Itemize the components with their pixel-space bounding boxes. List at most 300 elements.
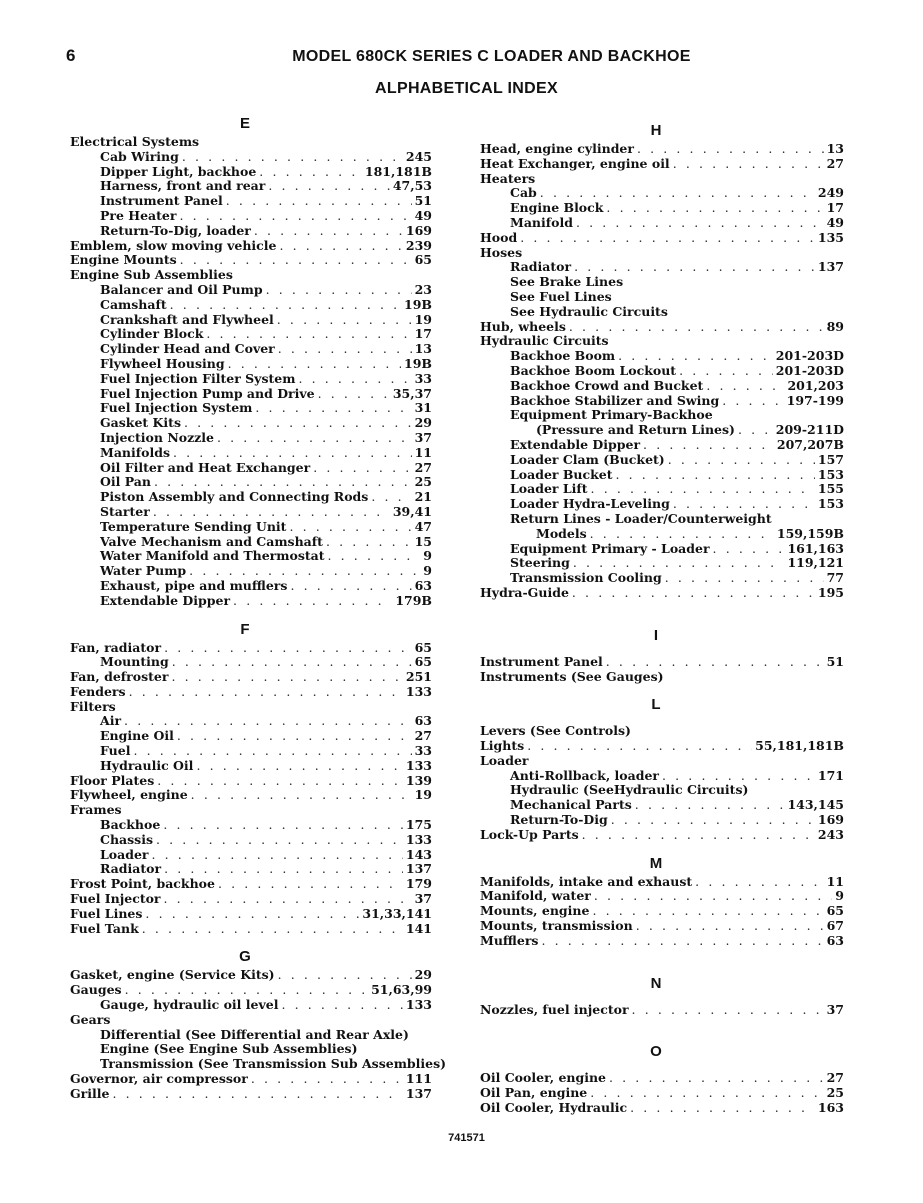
entry-label: Return Lines - Loader/Counterweight [510, 510, 772, 526]
section-spacer [468, 843, 844, 853]
dot-leader [590, 1086, 823, 1101]
entry-page-ref: 201,203 [787, 377, 844, 393]
entry-label: Backhoe Boom Lockout [510, 362, 677, 378]
index-entry [58, 1042, 432, 1057]
index-entry [58, 194, 432, 209]
entry-label: Frames [70, 802, 122, 818]
entry-label: Starter [100, 503, 150, 519]
entry-label: Gears [70, 1011, 111, 1027]
entry-page-ref: 19B [404, 296, 432, 312]
entry-label: Fuel [100, 743, 131, 759]
entry-page-ref: 195 [817, 584, 844, 600]
entry-label: Fuel Injection Pump and Drive [100, 385, 315, 401]
dot-leader [695, 875, 823, 890]
dot-leader [668, 453, 815, 468]
index-entry [58, 1072, 432, 1087]
index-entry [58, 416, 432, 431]
index-entry [468, 556, 844, 571]
index-entry [58, 224, 432, 239]
entry-page-ref: 197-199 [786, 392, 844, 408]
index-entry [468, 201, 844, 216]
index-entry [468, 754, 844, 769]
index-entry [468, 334, 844, 349]
dot-leader [184, 416, 412, 431]
dot-leader [189, 564, 420, 579]
entry-page-ref: 13 [826, 141, 844, 156]
entry-label: Crankshaft and Flywheel [100, 311, 274, 327]
index-entry [468, 512, 844, 527]
entry-page-ref: 27 [414, 728, 432, 744]
entry-label: Cylinder Head and Cover [100, 341, 275, 357]
entry-label: Oil Cooler, Hydraulic [480, 1100, 628, 1116]
index-entry [58, 549, 432, 564]
dot-leader [573, 556, 785, 571]
entry-label: Oil Pan, engine [480, 1085, 588, 1101]
index-entry [58, 239, 432, 254]
dot-leader [590, 527, 774, 542]
index-entry [468, 364, 844, 379]
entry-label: Engine (See Engine Sub Assemblies) [100, 1041, 358, 1057]
index-entry [58, 342, 432, 357]
index-entry [468, 186, 844, 201]
entry-label: Camshaft [100, 296, 167, 312]
dot-leader [582, 828, 815, 843]
section-spacer [468, 684, 844, 694]
index-entry [468, 527, 844, 542]
entry-page-ref: 25 [826, 1085, 844, 1101]
dot-leader [298, 372, 411, 387]
index-entry [58, 253, 432, 268]
dot-leader [606, 655, 824, 670]
index-entry [58, 818, 432, 833]
entry-page-ref: 161,163 [787, 540, 844, 556]
entry-label: Head, engine cylinder [480, 141, 634, 156]
dot-leader [637, 142, 824, 157]
dot-leader [196, 759, 402, 774]
entry-page-ref: 65 [414, 252, 432, 268]
entry-page-ref: 137 [405, 1085, 432, 1101]
entry-page-ref: 23 [414, 281, 432, 297]
section-letter: E [239, 115, 250, 132]
dot-leader [679, 364, 773, 379]
entry-page-ref: 133 [405, 997, 432, 1013]
entry-label: Equipment Primary-Backhoe [510, 407, 713, 423]
entry-label: Fuel Injector [70, 891, 161, 907]
dot-leader [259, 165, 362, 180]
entry-page-ref: 245 [405, 148, 432, 164]
entry-label: Fan, radiator [70, 639, 162, 655]
entry-page-ref: 65 [826, 903, 844, 919]
entry-label: Fuel Injection System [100, 400, 253, 416]
dot-leader [254, 224, 403, 239]
dot-leader [156, 833, 403, 848]
index-entry [468, 1003, 844, 1018]
dot-leader [228, 357, 401, 372]
dot-leader [218, 877, 403, 892]
index-entry [468, 724, 844, 739]
dot-leader [540, 186, 815, 201]
index-entry [468, 783, 844, 798]
entry-label: Steering [510, 555, 570, 571]
entry-label: Hood [480, 229, 518, 245]
entry-page-ref: 9 [423, 563, 432, 579]
entry-page-ref: 133 [405, 831, 432, 847]
dot-leader [606, 201, 823, 216]
entry-label: Water Pump [100, 563, 187, 579]
entry-page-ref: 63 [414, 713, 432, 729]
dot-leader [576, 216, 824, 231]
index-entry [58, 327, 432, 342]
entry-page-ref: 249 [817, 185, 844, 201]
dot-leader [635, 798, 785, 813]
entry-page-ref: 137 [405, 861, 432, 877]
dot-leader [177, 729, 412, 744]
entry-label: Instrument Panel [100, 193, 223, 209]
index-entry [58, 833, 432, 848]
entry-label: Air [100, 713, 122, 729]
entry-label: Fuel Lines [70, 905, 143, 921]
entry-label: Backhoe Crowd and Bucket [510, 377, 704, 393]
entry-label: Radiator [100, 861, 162, 877]
entry-label: Fan, defroster [70, 669, 169, 685]
dot-leader [133, 744, 411, 759]
entry-page-ref: 19 [414, 311, 432, 327]
entry-label: Mufflers [480, 932, 539, 948]
entry-page-ref: 239 [405, 237, 432, 253]
entry-page-ref: 207,207B [776, 436, 844, 452]
entry-page-ref: 33 [414, 743, 432, 759]
dot-leader [129, 685, 403, 700]
index-entry [468, 438, 844, 453]
index-entry [58, 685, 432, 700]
index-entry [468, 453, 844, 468]
entry-label: Electrical Systems [70, 134, 200, 149]
entry-label: See Hydraulic Circuits [510, 303, 668, 319]
entry-label: Backhoe [100, 817, 161, 833]
entry-label: Transmission (See Transmission Sub Assemblies) [100, 1056, 447, 1072]
dot-leader [179, 209, 411, 224]
dot-leader [326, 535, 412, 550]
entry-label: Hoses [480, 244, 523, 260]
index-entry [468, 889, 844, 904]
dot-leader [328, 549, 421, 564]
index-entry [58, 431, 432, 446]
entry-page-ref: 133 [405, 683, 432, 699]
entry-page-ref: 143,145 [787, 797, 844, 813]
entry-page-ref: 37 [414, 891, 432, 907]
entry-label: Loader [480, 752, 529, 768]
entry-label: Mounting [100, 654, 169, 670]
entry-label: Harness, front and rear [100, 178, 266, 194]
entry-label: Backhoe Boom [510, 348, 616, 364]
entry-page-ref: 55,181,181B [755, 738, 844, 754]
entry-label: Floor Plates [70, 772, 155, 788]
entry-label: Hydraulic Circuits [480, 333, 609, 349]
index-entry [58, 283, 432, 298]
entry-page-ref: 51 [414, 193, 432, 209]
entry-label: Lights [480, 738, 525, 754]
index-entry [468, 290, 844, 305]
entry-label: Engine Oil [100, 728, 174, 744]
index-entry [58, 520, 432, 535]
entry-page-ref: 47 [414, 518, 432, 534]
index-entry [58, 209, 432, 224]
index-entry [468, 571, 844, 586]
entry-label: Loader Hydra-Leveling [510, 496, 670, 512]
dot-leader [594, 889, 832, 904]
index-entry [468, 670, 844, 685]
index-entry [468, 379, 844, 394]
dot-leader [572, 586, 815, 601]
entry-label: Gauges [70, 982, 122, 998]
index-entry [468, 231, 844, 246]
dot-leader [164, 862, 403, 877]
entry-page-ref: 9 [835, 888, 844, 904]
dot-leader [616, 468, 815, 483]
index-entry [58, 1013, 432, 1028]
entry-page-ref: 31,33,141 [362, 905, 432, 921]
dot-leader [611, 813, 815, 828]
entry-label: Cab [510, 185, 537, 201]
dot-leader [673, 157, 824, 172]
dot-leader [630, 1101, 815, 1116]
entry-label: Extendable Dipper [100, 592, 231, 608]
entry-page-ref: 201-203D [775, 348, 844, 364]
entry-page-ref: 111 [405, 1071, 432, 1087]
index-entry [58, 848, 432, 863]
entry-label: Filters [70, 698, 116, 714]
entry-label: Radiator [510, 259, 572, 275]
dot-leader [163, 818, 403, 833]
entry-label: Flywheel Housing [100, 355, 225, 371]
entry-page-ref: 243 [817, 826, 844, 842]
dot-leader [278, 968, 412, 983]
index-entry [468, 875, 844, 890]
index-entry [58, 744, 432, 759]
index-entry [58, 135, 432, 150]
index-entry [58, 922, 432, 937]
dot-leader [226, 194, 412, 209]
index-entry [468, 260, 844, 275]
dot-leader [318, 387, 390, 402]
index-entry [58, 298, 432, 313]
entry-page-ref: 25 [414, 474, 432, 490]
dot-leader [290, 579, 411, 594]
entry-page-ref: 11 [414, 444, 432, 460]
index-entry [58, 313, 432, 328]
index-entry [468, 216, 844, 231]
entry-label: Dipper Light, backhoe [100, 163, 257, 179]
section-spacer [58, 609, 432, 619]
entry-label: Water Manifold and Thermostat [100, 548, 325, 564]
entry-label: Manifold, water [480, 888, 591, 904]
entry-label: Loader Lift [510, 481, 588, 497]
section-spacer [468, 949, 844, 973]
index-entry [58, 729, 432, 744]
page-number: 6 [66, 46, 76, 65]
index-entry [58, 268, 432, 283]
entry-page-ref: 19B [404, 355, 432, 371]
dot-leader [206, 327, 411, 342]
dot-leader [618, 349, 773, 364]
index-entry [468, 497, 844, 512]
entry-label: Gasket, engine (Service Kits) [70, 967, 275, 983]
dot-leader [738, 423, 773, 438]
entry-page-ref: 33 [414, 370, 432, 386]
entry-label: Mounts, transmission [480, 918, 633, 934]
index-entry [468, 468, 844, 483]
index-entry [468, 394, 844, 409]
entry-label: Mounts, engine [480, 903, 590, 919]
entry-label: Chassis [100, 831, 153, 847]
entry-page-ref: 65 [414, 654, 432, 670]
entry-label: See Fuel Lines [510, 288, 612, 304]
index-entry [58, 877, 432, 892]
entry-label: Governor, air compressor [70, 1071, 248, 1087]
entry-page-ref: 181,181B [364, 163, 432, 179]
section-letter: O [650, 1043, 662, 1061]
index-entry [58, 372, 432, 387]
entry-label: Instrument Panel [480, 653, 603, 669]
index-entry [58, 892, 432, 907]
dot-leader [277, 313, 412, 328]
index-entry [58, 475, 432, 490]
entry-page-ref: 49 [826, 214, 844, 230]
entry-page-ref: 29 [414, 967, 432, 983]
dot-leader [665, 571, 824, 586]
entry-page-ref: 169 [405, 222, 432, 238]
entry-page-ref: 119,121 [787, 555, 844, 571]
dot-leader [313, 461, 411, 476]
index-entry [58, 907, 432, 922]
index-entry [58, 788, 432, 803]
entry-page-ref: 89 [826, 318, 844, 334]
entry-page-ref: 29 [414, 415, 432, 431]
index-entry [468, 1101, 844, 1116]
dot-leader [609, 1071, 824, 1086]
dot-leader [281, 998, 402, 1013]
entry-page-ref: 169 [817, 812, 844, 828]
entry-label: Oil Pan [100, 474, 151, 490]
entry-label: Exhaust, pipe and mufflers [100, 577, 288, 593]
entry-label: Frost Point, backhoe [70, 876, 215, 892]
index-entry [58, 983, 432, 998]
index-entry [468, 172, 844, 187]
entry-label: Hydraulic Oil [100, 757, 194, 773]
index-entry [58, 1056, 447, 1072]
entry-page-ref: 39,41 [392, 503, 432, 519]
index-entry [58, 641, 432, 656]
entry-label: Pre Heater [100, 207, 177, 223]
index-entry [468, 1086, 844, 1101]
dot-leader [182, 150, 403, 165]
entry-label: Injection Nozzle [100, 429, 214, 445]
entry-page-ref: 9 [423, 548, 432, 564]
index-entry [58, 1087, 432, 1102]
section-spacer [468, 1017, 844, 1041]
index-entry [468, 828, 844, 843]
index-entry [468, 542, 844, 557]
dot-leader [191, 788, 412, 803]
entry-label: Instruments (See Gauges) [480, 668, 664, 684]
entry-page-ref: 49 [414, 207, 432, 223]
dot-leader [643, 438, 774, 453]
entry-label: Gasket Kits [100, 415, 181, 431]
dot-leader [662, 769, 815, 784]
index-entry [58, 998, 432, 1013]
entry-label: Heat Exchanger, engine oil [480, 155, 670, 171]
section-letter: H [650, 122, 662, 139]
section-letter: L [651, 696, 661, 714]
entry-label: Fenders [70, 683, 126, 699]
entry-label: Return-To-Dig [510, 812, 608, 828]
dot-leader [541, 934, 823, 949]
index-entry [468, 934, 844, 949]
entry-page-ref: 179B [395, 592, 432, 608]
dot-leader [173, 446, 412, 461]
entry-label: Engine Block [510, 200, 604, 216]
dot-leader [153, 505, 390, 520]
entry-label: Fuel Injection Filter System [100, 370, 296, 386]
index-entry [58, 150, 432, 165]
entry-label: See Brake Lines [510, 274, 624, 290]
dot-leader [112, 1087, 402, 1102]
dot-leader [125, 983, 369, 998]
entry-page-ref: 51,63,99 [371, 982, 432, 998]
entry-page-ref: 179 [405, 876, 432, 892]
entry-page-ref: 65 [414, 639, 432, 655]
dot-leader [713, 542, 785, 557]
entry-label: Flywheel, engine [70, 787, 188, 803]
entry-label: Loader [100, 846, 149, 862]
entry-label: Manifolds, intake and exhaust [480, 873, 693, 889]
dot-leader [266, 283, 412, 298]
index-entry [58, 387, 432, 402]
index-entry [468, 408, 844, 423]
dot-leader [527, 739, 752, 754]
index-entry [468, 157, 844, 172]
dot-leader [289, 520, 411, 535]
entry-label: Engine Sub Assemblies [70, 267, 233, 283]
entry-page-ref: 19 [414, 787, 432, 803]
entry-label: Lock-Up Parts [480, 826, 579, 842]
dot-leader [233, 594, 392, 609]
dot-leader [171, 670, 402, 685]
entry-label: Manifold [510, 214, 573, 230]
dot-leader [164, 641, 412, 656]
section-letter: N [650, 974, 662, 992]
index-entry [468, 320, 844, 335]
dot-leader [124, 714, 412, 729]
entry-page-ref: 27 [826, 1070, 844, 1086]
entry-page-ref: 77 [826, 570, 844, 586]
entry-label: Return-To-Dig, loader [100, 222, 251, 238]
index-entry [58, 446, 432, 461]
entry-label: Temperature Sending Unit [100, 518, 287, 534]
entry-page-ref: 51 [826, 653, 844, 669]
index-entry [58, 594, 432, 609]
index-entry [468, 769, 844, 784]
entry-page-ref: 201-203D [775, 362, 844, 378]
dot-leader [520, 231, 815, 246]
entry-label: Cylinder Block [100, 326, 204, 342]
entry-page-ref: 15 [414, 533, 432, 549]
index-entry [58, 179, 432, 194]
entry-label: Cab Wiring [100, 148, 179, 164]
entry-label: Mechanical Parts [510, 797, 632, 813]
section-letter: F [240, 620, 250, 638]
entry-page-ref: 153 [817, 496, 844, 512]
